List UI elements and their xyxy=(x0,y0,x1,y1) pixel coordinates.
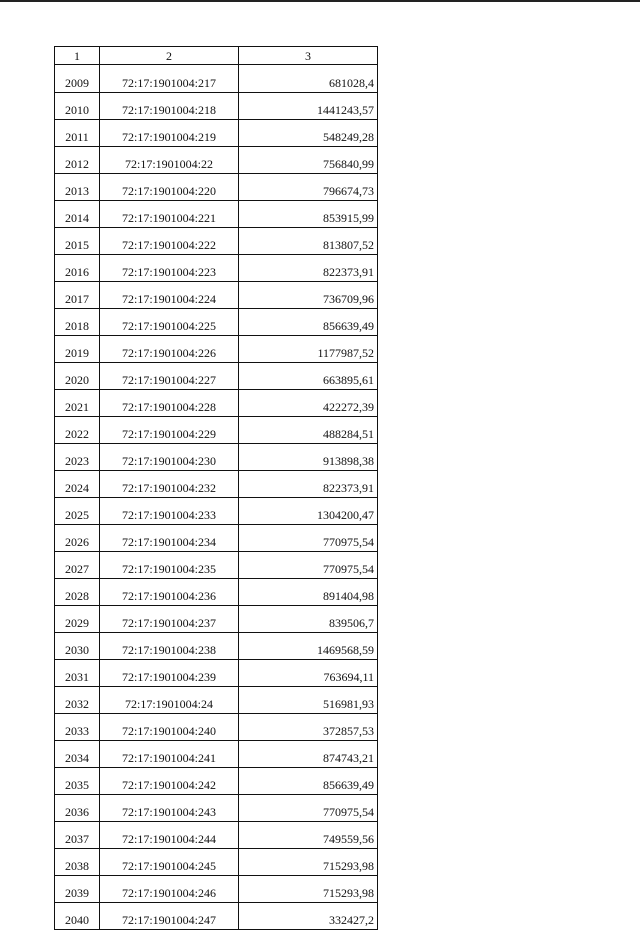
table-row xyxy=(55,525,378,552)
row-number-cell: 2010 xyxy=(55,93,100,120)
row-number-cell: 2025 xyxy=(55,498,100,525)
cadastral-number-cell: 72:17:1901004:217 xyxy=(100,65,239,93)
cadastral-value-cell: 839506,7 xyxy=(239,606,378,633)
cadastral-number-cell: 72:17:1901004:24 xyxy=(100,687,239,714)
cadastral-value-cell: 822373,91 xyxy=(239,471,378,498)
table-row xyxy=(55,606,378,633)
table-row xyxy=(55,282,378,309)
cadastral-number-cell: 72:17:1901004:246 xyxy=(100,876,239,903)
cadastral-number-cell: 72:17:1901004:226 xyxy=(100,336,239,363)
row-number-cell: 2032 xyxy=(55,687,100,714)
cadastral-value-cell: 874743,21 xyxy=(239,741,378,768)
row-number-cell: 2009 xyxy=(55,65,100,93)
table-row xyxy=(55,849,378,876)
row-number-cell: 2013 xyxy=(55,174,100,201)
table-row xyxy=(55,687,378,714)
cadastral-value-cell: 913898,38 xyxy=(239,444,378,471)
cadastral-value-cell: 422272,39 xyxy=(239,390,378,417)
table-row xyxy=(55,903,378,930)
row-number-cell: 2015 xyxy=(55,228,100,255)
cadastral-value-cell: 891404,98 xyxy=(239,579,378,606)
table-row xyxy=(55,390,378,417)
column-header-3: 3 xyxy=(239,47,378,65)
cadastral-value-cell: 1441243,57 xyxy=(239,93,378,120)
row-number-cell: 2021 xyxy=(55,390,100,417)
cadastral-value-cell: 332427,2 xyxy=(239,903,378,930)
row-number-cell: 2028 xyxy=(55,579,100,606)
cadastral-number-cell: 72:17:1901004:245 xyxy=(100,849,239,876)
cadastral-number-cell: 72:17:1901004:224 xyxy=(100,282,239,309)
cadastral-number-cell: 72:17:1901004:221 xyxy=(100,201,239,228)
cadastral-value-cell: 853915,99 xyxy=(239,201,378,228)
cadastral-number-cell: 72:17:1901004:239 xyxy=(100,660,239,687)
table-row xyxy=(55,471,378,498)
cadastral-number-cell: 72:17:1901004:241 xyxy=(100,741,239,768)
table-row xyxy=(55,336,378,363)
cadastral-value-cell: 1304200,47 xyxy=(239,498,378,525)
cadastral-number-cell: 72:17:1901004:222 xyxy=(100,228,239,255)
table-row xyxy=(55,228,378,255)
cadastral-value-table xyxy=(54,46,378,930)
table-row xyxy=(55,363,378,390)
row-number-cell: 2037 xyxy=(55,822,100,849)
cadastral-number-cell: 72:17:1901004:219 xyxy=(100,120,239,147)
table-row xyxy=(55,876,378,903)
row-number-cell: 2034 xyxy=(55,741,100,768)
cadastral-number-cell: 72:17:1901004:240 xyxy=(100,714,239,741)
column-header-2: 2 xyxy=(100,47,239,65)
table-row xyxy=(55,147,378,174)
row-number-cell: 2029 xyxy=(55,606,100,633)
table-row xyxy=(55,741,378,768)
cadastral-number-cell: 72:17:1901004:244 xyxy=(100,822,239,849)
cadastral-number-cell: 72:17:1901004:227 xyxy=(100,363,239,390)
table-header xyxy=(55,47,378,65)
cadastral-value-cell: 822373,91 xyxy=(239,255,378,282)
row-number-cell: 2030 xyxy=(55,633,100,660)
cadastral-value-cell: 488284,51 xyxy=(239,417,378,444)
table-row xyxy=(55,120,378,147)
cadastral-value-cell: 749559,56 xyxy=(239,822,378,849)
row-number-cell: 2024 xyxy=(55,471,100,498)
row-number-cell: 2012 xyxy=(55,147,100,174)
cadastral-number-cell: 72:17:1901004:220 xyxy=(100,174,239,201)
table-row xyxy=(55,309,378,336)
cadastral-value-cell: 681028,4 xyxy=(239,65,378,93)
table-header-row xyxy=(55,47,378,65)
row-number-cell: 2033 xyxy=(55,714,100,741)
table-row xyxy=(55,498,378,525)
table-row xyxy=(55,579,378,606)
cadastral-number-cell: 72:17:1901004:237 xyxy=(100,606,239,633)
table-row xyxy=(55,822,378,849)
cadastral-number-cell: 72:17:1901004:232 xyxy=(100,471,239,498)
cadastral-value-cell: 372857,53 xyxy=(239,714,378,741)
cadastral-value-cell: 663895,61 xyxy=(239,363,378,390)
table-row xyxy=(55,444,378,471)
cadastral-number-cell: 72:17:1901004:236 xyxy=(100,579,239,606)
row-number-cell: 2018 xyxy=(55,309,100,336)
cadastral-value-cell: 756840,99 xyxy=(239,147,378,174)
row-number-cell: 2017 xyxy=(55,282,100,309)
cadastral-number-cell: 72:17:1901004:230 xyxy=(100,444,239,471)
cadastral-number-cell: 72:17:1901004:242 xyxy=(100,768,239,795)
row-number-cell: 2035 xyxy=(55,768,100,795)
cadastral-value-cell: 856639,49 xyxy=(239,768,378,795)
cadastral-number-cell: 72:17:1901004:233 xyxy=(100,498,239,525)
row-number-cell: 2036 xyxy=(55,795,100,822)
row-number-cell: 2011 xyxy=(55,120,100,147)
row-number-cell: 2016 xyxy=(55,255,100,282)
table-row xyxy=(55,714,378,741)
cadastral-value-cell: 715293,98 xyxy=(239,876,378,903)
table-body xyxy=(55,65,378,930)
table-row xyxy=(55,633,378,660)
table-row xyxy=(55,255,378,282)
row-number-cell: 2020 xyxy=(55,363,100,390)
cadastral-value-cell: 516981,93 xyxy=(239,687,378,714)
cadastral-number-cell: 72:17:1901004:228 xyxy=(100,390,239,417)
table-row xyxy=(55,417,378,444)
table-row xyxy=(55,174,378,201)
row-number-cell: 2039 xyxy=(55,876,100,903)
column-header-1: 1 xyxy=(55,47,100,65)
page-top-rule xyxy=(0,0,640,2)
cadastral-value-cell: 770975,54 xyxy=(239,525,378,552)
cadastral-value-cell: 796674,73 xyxy=(239,174,378,201)
table-row xyxy=(55,660,378,687)
table-row xyxy=(55,768,378,795)
cadastral-value-cell: 856639,49 xyxy=(239,309,378,336)
cadastral-value-cell: 770975,54 xyxy=(239,552,378,579)
cadastral-value-cell: 763694,11 xyxy=(239,660,378,687)
cadastral-number-cell: 72:17:1901004:229 xyxy=(100,417,239,444)
row-number-cell: 2022 xyxy=(55,417,100,444)
cadastral-number-cell: 72:17:1901004:235 xyxy=(100,552,239,579)
table-row xyxy=(55,93,378,120)
row-number-cell: 2014 xyxy=(55,201,100,228)
cadastral-value-cell: 736709,96 xyxy=(239,282,378,309)
row-number-cell: 2031 xyxy=(55,660,100,687)
cadastral-value-cell: 770975,54 xyxy=(239,795,378,822)
table-row xyxy=(55,795,378,822)
row-number-cell: 2019 xyxy=(55,336,100,363)
cadastral-value-cell: 1177987,52 xyxy=(239,336,378,363)
row-number-cell: 2026 xyxy=(55,525,100,552)
cadastral-number-cell: 72:17:1901004:22 xyxy=(100,147,239,174)
row-number-cell: 2023 xyxy=(55,444,100,471)
row-number-cell: 2040 xyxy=(55,903,100,930)
cadastral-number-cell: 72:17:1901004:234 xyxy=(100,525,239,552)
table-row xyxy=(55,552,378,579)
cadastral-number-cell: 72:17:1901004:225 xyxy=(100,309,239,336)
cadastral-number-cell: 72:17:1901004:223 xyxy=(100,255,239,282)
cadastral-number-cell: 72:17:1901004:238 xyxy=(100,633,239,660)
table-row xyxy=(55,201,378,228)
cadastral-number-cell: 72:17:1901004:243 xyxy=(100,795,239,822)
cadastral-value-cell: 813807,52 xyxy=(239,228,378,255)
row-number-cell: 2038 xyxy=(55,849,100,876)
cadastral-number-cell: 72:17:1901004:247 xyxy=(100,903,239,930)
table-row xyxy=(55,65,378,93)
cadastral-value-cell: 548249,28 xyxy=(239,120,378,147)
cadastral-value-cell: 1469568,59 xyxy=(239,633,378,660)
cadastral-number-cell: 72:17:1901004:218 xyxy=(100,93,239,120)
cadastral-value-cell: 715293,98 xyxy=(239,849,378,876)
row-number-cell: 2027 xyxy=(55,552,100,579)
